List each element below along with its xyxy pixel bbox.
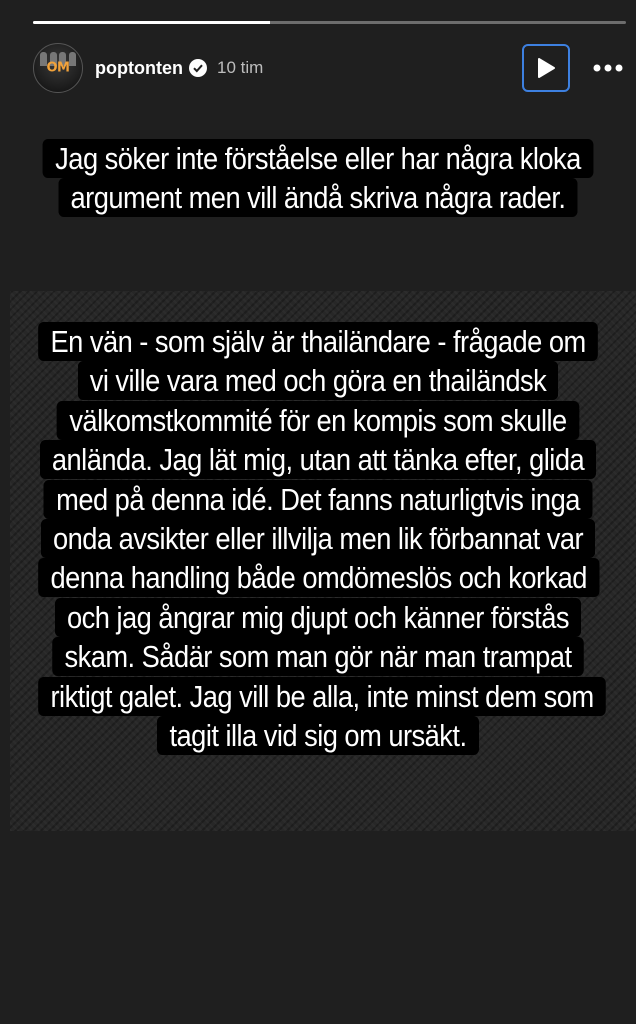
story-text-block-main	[38, 322, 598, 755]
story-progress-fill	[33, 21, 270, 24]
story-progress-bar	[33, 21, 626, 24]
play-button[interactable]	[522, 44, 570, 92]
story-text-intro: Jag söker inte förståelse eller har några kloka argument men vill ändå skriva några rader.	[43, 139, 593, 217]
avatar[interactable]	[33, 43, 83, 93]
more-horizontal-icon	[593, 64, 623, 72]
more-options-button[interactable]	[590, 64, 626, 72]
avatar-logo: OM	[46, 60, 70, 76]
story-header	[33, 44, 626, 92]
verified-badge-icon	[189, 59, 207, 77]
username[interactable]: poptonten	[95, 57, 183, 78]
story-text-main: En vän - som själv är thailändare - frågade om vi ville vara med och göra en thailändsk välkomstkommité för en kompis som skulle anlända. Jag lät mig, utan att tänka efter, glida med på denna idé. Det fanns naturligtvis inga onda avsikter eller illvilja men lik förbannat var denna handling både omdömeslös och korkad och jag ångrar mig djupt och känner förstås skam. Sådär som man gör när man trampat riktigt galet. Jag vill be alla, inte minst dem som tagit illa vid sig om ursäkt.	[38, 322, 606, 755]
post-time: 10 tim	[216, 58, 264, 77]
story-text-block-intro	[38, 139, 598, 218]
play-icon	[536, 57, 556, 79]
